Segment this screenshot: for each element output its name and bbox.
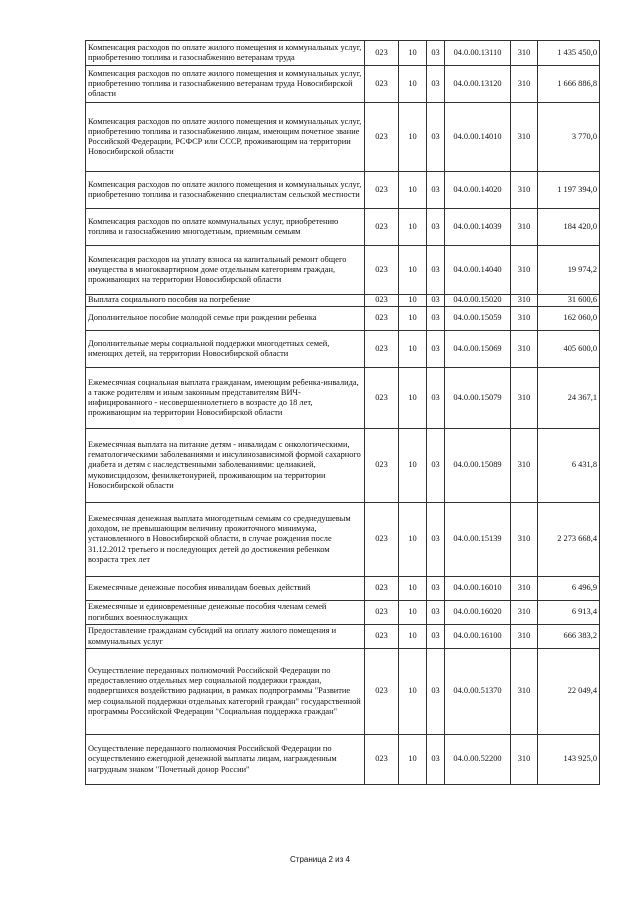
cell-admin-code: 023	[365, 649, 399, 735]
cell-admin-code: 023	[365, 246, 399, 295]
cell-amount: 2 273 668,4	[538, 503, 600, 577]
cell-expense-type: 310	[511, 103, 538, 172]
cell-subsection: 03	[427, 66, 445, 103]
cell-expense-type: 310	[511, 735, 538, 785]
cell-description: Осуществление переданного полномочия Российской Федерации по осуществлению ежегодной денежной выплаты лицам, награжденным нагрудным знаком "Почетный донор России"	[86, 735, 365, 785]
table-row	[86, 246, 600, 295]
table-row	[86, 66, 600, 103]
table-row	[86, 429, 600, 503]
cell-amount: 1 435 450,0	[538, 41, 600, 66]
cell-target-article: 04.0.00.14010	[445, 103, 511, 172]
cell-description: Ежемесячная социальная выплата гражданам, имеющим ребенка-инвалида, а также родителям и иным законным представителям ВИЧ-инфицированного - несовершеннолетнего в возрасте до 18 лет, проживающим на территории Новосибирской области	[86, 368, 365, 429]
cell-amount: 22 049,4	[538, 649, 600, 735]
cell-expense-type: 310	[511, 601, 538, 625]
cell-target-article: 04.0.00.15059	[445, 307, 511, 331]
budget-table	[85, 40, 600, 785]
table-row	[86, 368, 600, 429]
cell-expense-type: 310	[511, 209, 538, 246]
cell-admin-code: 023	[365, 625, 399, 649]
cell-description: Дополнительное пособие молодой семье при рождении ребенка	[86, 307, 365, 331]
cell-target-article: 04.0.00.15089	[445, 429, 511, 503]
cell-description: Ежемесячные денежные пособия инвалидам боевых действий	[86, 577, 365, 601]
cell-admin-code: 023	[365, 307, 399, 331]
cell-section: 10	[399, 601, 427, 625]
cell-expense-type: 310	[511, 246, 538, 295]
table-row	[86, 41, 600, 66]
cell-amount: 3 770,0	[538, 103, 600, 172]
cell-target-article: 04.0.00.15069	[445, 331, 511, 368]
cell-description: Осуществление переданных полномочий Российской Федерации по предоставлению отдельных мер социальной поддержки граждан, подвергшихся воздействию радиации, в рамках подпрограммы "Развитие мер социальной поддержки отдельных категорий граждан" государственной программы Российской Федерации "Социальная поддержка граждан"	[86, 649, 365, 735]
cell-target-article: 04.0.00.14039	[445, 209, 511, 246]
cell-target-article: 04.0.00.14020	[445, 172, 511, 209]
cell-description: Ежемесячная денежная выплата многодетным семьям со среднедушевым доходом, не превышающим величину прожиточного минимума, установленного в Новосибирской области, в случае рождения после 31.12.2012 третьего и последующих детей до достижения ребенком возраста трех лет	[86, 503, 365, 577]
cell-subsection: 03	[427, 503, 445, 577]
cell-subsection: 03	[427, 209, 445, 246]
cell-section: 10	[399, 307, 427, 331]
cell-subsection: 03	[427, 735, 445, 785]
cell-description: Предоставление гражданам субсидий на оплату жилого помещения и коммунальных услуг	[86, 625, 365, 649]
cell-description: Компенсация расходов по оплате жилого помещения и коммунальных услуг, приобретению топлива и газоснабжению лицам, имеющим почетное звание Российской Федерации, РСФСР или СССР, проживающим на территории Новосибирской области	[86, 103, 365, 172]
cell-admin-code: 023	[365, 429, 399, 503]
cell-section: 10	[399, 331, 427, 368]
cell-section: 10	[399, 735, 427, 785]
cell-subsection: 03	[427, 295, 445, 307]
cell-section: 10	[399, 577, 427, 601]
cell-subsection: 03	[427, 429, 445, 503]
cell-amount: 6 496,9	[538, 577, 600, 601]
cell-admin-code: 023	[365, 331, 399, 368]
cell-subsection: 03	[427, 331, 445, 368]
cell-target-article: 04.0.00.15020	[445, 295, 511, 307]
cell-amount: 162 060,0	[538, 307, 600, 331]
budget-table-body	[86, 41, 600, 785]
table-row	[86, 735, 600, 785]
cell-subsection: 03	[427, 625, 445, 649]
cell-target-article: 04.0.00.15139	[445, 503, 511, 577]
cell-admin-code: 023	[365, 601, 399, 625]
cell-expense-type: 310	[511, 503, 538, 577]
table-row	[86, 503, 600, 577]
cell-target-article: 04.0.00.16020	[445, 601, 511, 625]
cell-subsection: 03	[427, 577, 445, 601]
cell-description: Ежемесячная выплата на питание детям - инвалидам с онкологическими, гематологическими заболеваниями и инсулинозависимой формой сахарного диабета и детям с наследственными заболеваниями: целиакией, муковисцидозом, фенилкетонурией, проживающим на территории Новосибирской области	[86, 429, 365, 503]
cell-target-article: 04.0.00.16100	[445, 625, 511, 649]
cell-expense-type: 310	[511, 625, 538, 649]
cell-section: 10	[399, 103, 427, 172]
cell-admin-code: 023	[365, 368, 399, 429]
cell-subsection: 03	[427, 246, 445, 295]
cell-target-article: 04.0.00.15079	[445, 368, 511, 429]
table-row	[86, 209, 600, 246]
cell-amount: 6 431,8	[538, 429, 600, 503]
cell-section: 10	[399, 649, 427, 735]
cell-amount: 1 197 394,0	[538, 172, 600, 209]
table-row	[86, 625, 600, 649]
cell-expense-type: 310	[511, 172, 538, 209]
cell-amount: 19 974,2	[538, 246, 600, 295]
cell-admin-code: 023	[365, 103, 399, 172]
cell-section: 10	[399, 172, 427, 209]
cell-description: Выплата социального пособия на погребение	[86, 295, 365, 307]
cell-amount: 6 913,4	[538, 601, 600, 625]
table-row	[86, 172, 600, 209]
cell-subsection: 03	[427, 649, 445, 735]
cell-amount: 31 600,6	[538, 295, 600, 307]
cell-description: Компенсация расходов на уплату взноса на капитальный ремонт общего имущества в многоквартирном доме отдельным категориям граждан, проживающих на территории Новосибирской области	[86, 246, 365, 295]
cell-admin-code: 023	[365, 66, 399, 103]
cell-amount: 143 925,0	[538, 735, 600, 785]
cell-target-article: 04.0.00.13110	[445, 41, 511, 66]
cell-admin-code: 023	[365, 209, 399, 246]
cell-subsection: 03	[427, 172, 445, 209]
cell-target-article: 04.0.00.52200	[445, 735, 511, 785]
cell-admin-code: 023	[365, 295, 399, 307]
table-row	[86, 103, 600, 172]
cell-description: Дополнительные меры социальной поддержки многодетных семей, имеющих детей, на территории Новосибирской области	[86, 331, 365, 368]
table-row	[86, 307, 600, 331]
cell-admin-code: 023	[365, 503, 399, 577]
cell-section: 10	[399, 41, 427, 66]
cell-description: Компенсация расходов по оплате жилого помещения и коммунальных услуг, приобретению топлива и газоснабжению ветеранам труда Новосибирской области	[86, 66, 365, 103]
cell-amount: 24 367,1	[538, 368, 600, 429]
cell-description: Компенсация расходов по оплате коммунальных услуг, приобретению топлива и газоснабжению многодетным, приемным семьям	[86, 209, 365, 246]
cell-section: 10	[399, 503, 427, 577]
cell-expense-type: 310	[511, 307, 538, 331]
cell-expense-type: 310	[511, 41, 538, 66]
cell-subsection: 03	[427, 41, 445, 66]
cell-section: 10	[399, 368, 427, 429]
cell-admin-code: 023	[365, 735, 399, 785]
cell-expense-type: 310	[511, 295, 538, 307]
cell-expense-type: 310	[511, 577, 538, 601]
cell-amount: 666 383,2	[538, 625, 600, 649]
cell-target-article: 04.0.00.13120	[445, 66, 511, 103]
table-row	[86, 577, 600, 601]
cell-admin-code: 023	[365, 577, 399, 601]
cell-expense-type: 310	[511, 331, 538, 368]
cell-expense-type: 310	[511, 429, 538, 503]
cell-expense-type: 310	[511, 649, 538, 735]
cell-subsection: 03	[427, 307, 445, 331]
cell-expense-type: 310	[511, 66, 538, 103]
page-footer: Страница 2 из 4	[290, 855, 350, 864]
cell-amount: 1 666 886,8	[538, 66, 600, 103]
cell-section: 10	[399, 209, 427, 246]
cell-section: 10	[399, 625, 427, 649]
cell-admin-code: 023	[365, 41, 399, 66]
cell-section: 10	[399, 66, 427, 103]
cell-description: Компенсация расходов по оплате жилого помещения и коммунальных услуг, приобретению топлива и газоснабжению ветеранам труда	[86, 41, 365, 66]
table-row	[86, 331, 600, 368]
cell-subsection: 03	[427, 601, 445, 625]
cell-section: 10	[399, 246, 427, 295]
cell-admin-code: 023	[365, 172, 399, 209]
cell-amount: 405 600,0	[538, 331, 600, 368]
cell-subsection: 03	[427, 368, 445, 429]
cell-section: 10	[399, 429, 427, 503]
cell-expense-type: 310	[511, 368, 538, 429]
cell-amount: 184 420,0	[538, 209, 600, 246]
cell-description: Ежемесячные и единовременные денежные пособия членам семей погибших военнослужащих	[86, 601, 365, 625]
cell-section: 10	[399, 295, 427, 307]
table-row	[86, 295, 600, 307]
cell-target-article: 04.0.00.14040	[445, 246, 511, 295]
table-row	[86, 601, 600, 625]
table-row	[86, 649, 600, 735]
cell-target-article: 04.0.00.51370	[445, 649, 511, 735]
cell-target-article: 04.0.00.16010	[445, 577, 511, 601]
cell-subsection: 03	[427, 103, 445, 172]
cell-description: Компенсация расходов по оплате жилого помещения и коммунальных услуг, приобретению топлива и газоснабжению специалистам сельской местности	[86, 172, 365, 209]
